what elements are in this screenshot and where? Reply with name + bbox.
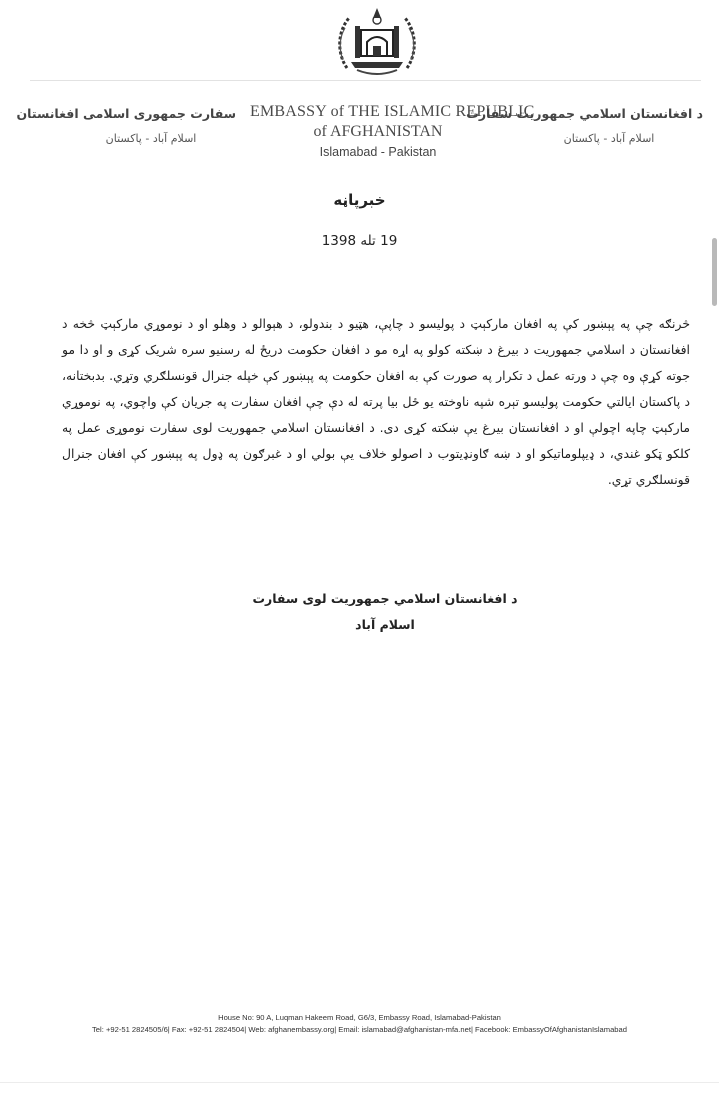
header-left-city: اسلام آباد - پاکستان <box>105 132 197 145</box>
afghanistan-emblem-icon <box>333 6 421 78</box>
footer <box>0 1013 719 1034</box>
press-release-body: څرنګه چې په پېښور کې په افغان مارکېټ د پولیسو د چاپې، هټیو د بندولو، د هېوالو د وهلو او د نوموړي مارکېټ څخه د افغانستان د اسلامي جمهوریت د بیرغ د ښکته کولو په اړه مو د افغان حکومت دریځ له رسنیو سره شریک کړی و او دا مو جوته کړې وه چې د ورته عمل د تکرار په صورت کې به افغان حکومت په پېښور کې خپله جنرال قونسلګري وتړي. بدبختانه، د پاکستان ایالتي حکومت پولیسو تېره شپه ناوخته یو ځل بیا پرته له دې چې افغان سفارت په جریان کې واچوي، په نوموړي مارکېټ چاپه اچولې او د افغانستان بیرغ یې ښکته کړی دی. د افغانستان اسلامي جمهوریت لوی سفارت نوموړی عمل په کلکو ټکو غندي، د ډیپلوماتیکو او د ښه ګاونډیتوب د اصولو خلاف یې بولي او د غبرګون په ډول په پېښور کې افغان جنرال قونسلګري تړي. <box>62 316 690 487</box>
embassy-location: Islamabad - Pakistan <box>319 145 437 159</box>
document-title: خبرپاڼه <box>333 191 386 209</box>
header-divider <box>30 80 701 81</box>
header-right-title: د افغانستان اسلامي جمهوريت سفارت <box>466 106 703 121</box>
footer-contacts: Tel: +92-51 2824505/6| Fax: +92-51 2824504| Web: afghanembassy.org| Email: islamabad@afghanistan-mfa.net| Facebook: EmbassyOfAfghanistanIslamabad <box>92 1025 627 1034</box>
document-date: 19 تله 1398 <box>321 233 398 249</box>
footer-address: House No: 90 A, Luqman Hakeem Road, G6/3, Embassy Road, Islamabad-Pakistan <box>218 1013 501 1022</box>
embassy-name-line1: EMBASSY of THE ISLAMIC REPUBLIC <box>250 103 535 120</box>
header-right-city: اسلام آباد - پاکستان <box>563 132 655 145</box>
bottom-divider <box>0 1082 719 1083</box>
header-right-pashto <box>466 106 703 145</box>
signature-line2: اسلام آباد <box>355 617 415 632</box>
embassy-name-line2: of AFGHANISTAN <box>313 123 443 140</box>
header-left-title: سفارت جمهوری اسلامی افغانستان <box>16 106 236 121</box>
signature-block <box>250 586 520 638</box>
header-left-dari <box>16 106 236 145</box>
signature-line1: د افغانستان اسلامي جمهوريت لوی سفارت <box>252 591 518 606</box>
